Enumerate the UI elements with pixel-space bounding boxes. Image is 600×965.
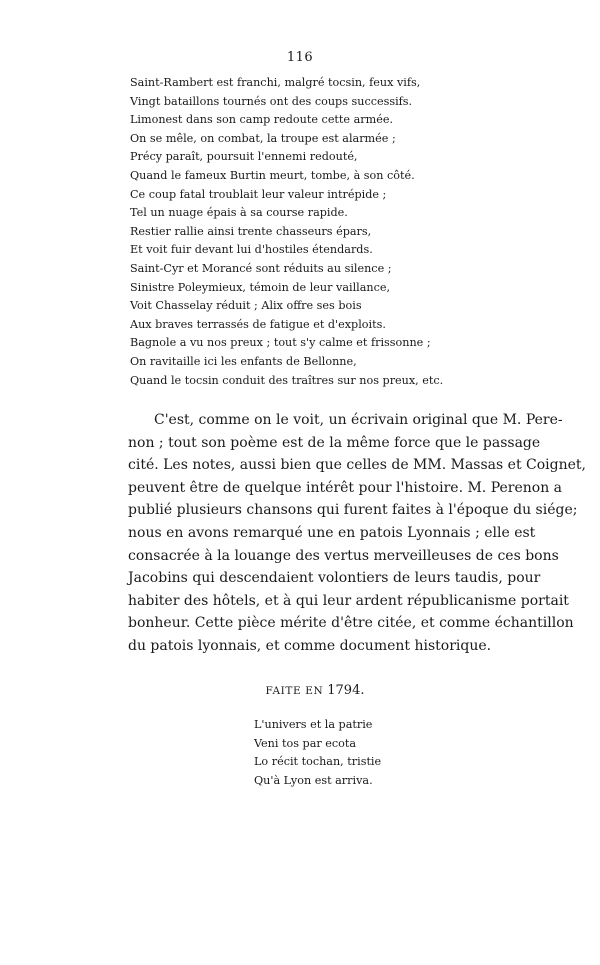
poem-line: Quand le fameux Burtin meurt, tombe, à son côté.: [130, 168, 415, 182]
prose-line: du patois lyonnais, et comme document historique.: [128, 637, 492, 654]
poem-line: Vingt bataillons tournés ont des coups successifs.: [130, 94, 413, 108]
poem-line: Aux braves terrassés de fatigue et d'exploits.: [130, 317, 386, 331]
prose-line: peuvent être de quelque intérêt pour l'histoire. M. Perenon a: [128, 479, 563, 496]
song-verse: [254, 716, 381, 790]
poem-line: Tel un nuage épais à sa course rapide.: [130, 206, 348, 220]
song-line: L'univers et la patrie: [254, 718, 373, 731]
prose-line: Jacobins qui descendaient volontiers de leurs taudis, pour: [128, 570, 541, 587]
prose-line: C'est, comme on le voit, un écrivain original que M. Pere-: [154, 412, 563, 428]
page-number: 116: [286, 50, 314, 65]
poem-line: Voit Chasselay réduit ; Alix offre ses bois: [130, 299, 362, 313]
poem-line: Restier rallie ainsi trente chasseurs épars,: [130, 224, 372, 238]
prose-line: publié plusieurs chansons qui furent faites à l'époque du siége;: [128, 502, 578, 519]
song-line: Veni tos par ecota: [254, 736, 357, 750]
poem-line: Saint-Rambert est franchi, malgré tocsin, feux vifs,: [130, 76, 421, 89]
poem-line: Limonest dans son camp redoute cette armée.: [130, 113, 394, 127]
poem-line: Saint-Cyr et Morancé sont réduits au silence ;: [130, 261, 392, 275]
prose-line: cité. Les notes, aussi bien que celles de MM. Massas et Coignet,: [128, 457, 586, 474]
prose-line: nous en avons remarqué une en patois Lyonnais ; elle est: [128, 524, 536, 541]
song-line: Qu'à Lyon est arriva.: [254, 773, 373, 787]
poem-line: Bagnole a vu nos preux ; tout s'y calme et frissonne ;: [130, 336, 431, 350]
poem-line: On ravitaille ici les enfants de Bellonne,: [130, 354, 357, 368]
poem-line: Quand le tocsin conduit des traîtres sur nos preux, etc.: [130, 373, 444, 387]
song-title-year: 1794.: [327, 683, 365, 698]
prose-paragraph: [128, 409, 586, 658]
poem-line: Précy paraît, poursuit l'ennemi redouté,: [130, 150, 358, 164]
prose-line: non ; tout son poème est de la même force que le passage: [128, 434, 541, 451]
song-title: [0, 683, 600, 698]
poem-line: Sinistre Poleymieux, témoin de leur vaillance,: [130, 280, 391, 294]
poem-line: On se mêle, on combat, la troupe est alarmée ;: [130, 131, 396, 145]
prose-line: consacrée à la louange des vertus merveilleuses de ces bons: [128, 547, 559, 564]
poem-line: Et voit fuir devant lui d'hostiles étendards.: [130, 243, 373, 257]
prose-line: habiter des hôtels, et à qui leur ardent républicanisme portait: [128, 592, 569, 609]
poem-excerpt: [130, 74, 550, 390]
song-line: Lo récit tochan, tristie: [254, 755, 382, 769]
song-title-prefix: FAITE EN: [265, 685, 324, 697]
prose-line: bonheur. Cette pièce mérite d'être citée, et comme échantillon: [128, 615, 574, 632]
poem-line: Ce coup fatal troublait leur valeur intrépide ;: [130, 187, 387, 201]
